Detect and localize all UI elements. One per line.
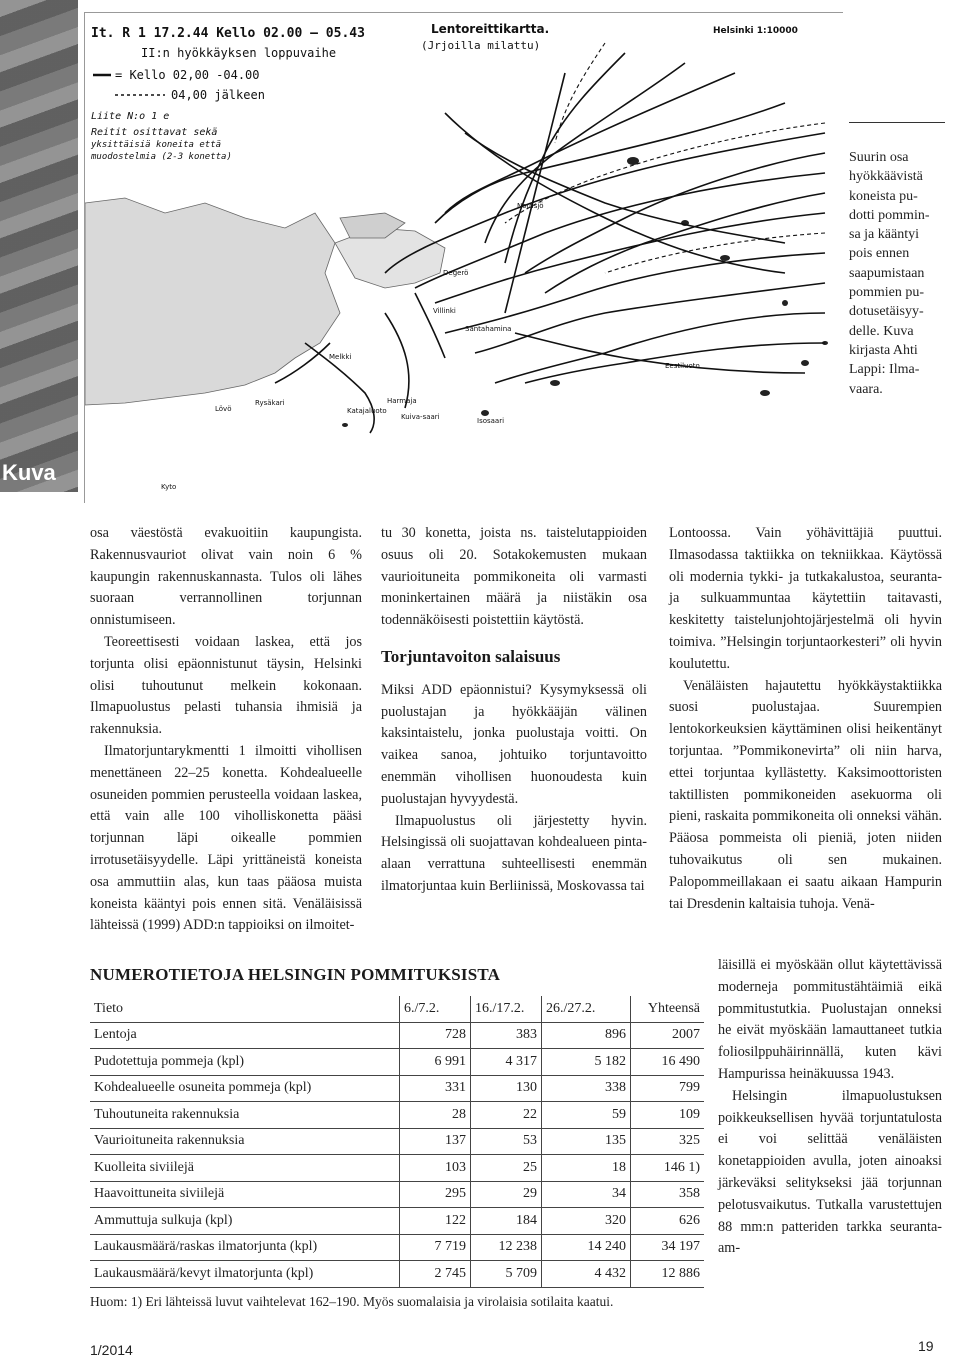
map-header-line3: = Kello 02,00 -04.00	[115, 68, 260, 82]
land-mainland	[85, 198, 340, 405]
table-cell: 137	[400, 1128, 471, 1155]
table-row	[90, 1049, 704, 1076]
table-cell: 6 991	[400, 1049, 471, 1076]
table-cell: 103	[400, 1155, 471, 1182]
place-harmaja: Harmaja	[387, 397, 417, 405]
table-title: NUMEROTIETOJA HELSINGIN POMMITUKSISTA	[90, 965, 501, 984]
table-cell: 29	[471, 1181, 542, 1208]
col3b-paragraph-1: läisillä ei myöskään ollut käytettävissä moderneja pommitustähtäimiä eikä pommitustutkia. Puolustajan onneksi he eivät myöskään lamauttaneet tutkia foliosilppuhäirinnällä, kuten kävi Hampurissa heinäkuussa 1943.	[718, 957, 942, 1082]
col3-paragraph-1: Lontoossa. Vain yöhävittäjiä puuttui. Ilmasodassa taktiikka on tekniikkaa. Käytössä oli modernia tykki- ja tutkakalustoa, seuranta- ja sulkuammuntaa käytettiin taitavasti, keskitetty taistelunjohtojärjestelmä oli hyvin toimiva. ”Helsingin torjuntaorkesteri” oli hyvin koulutettu.	[669, 525, 942, 672]
table-cell: 12 886	[631, 1261, 705, 1288]
table-cell: 59	[542, 1102, 631, 1129]
flight-route-map	[84, 12, 843, 503]
place-rysakari: Rysäkari	[255, 399, 285, 407]
table-row	[90, 1102, 704, 1129]
table-header-cell: 16./17.2.	[471, 996, 542, 1022]
article-column-1	[90, 523, 362, 937]
table-cell: 7 719	[400, 1234, 471, 1261]
table-row	[90, 1075, 704, 1102]
table-cell: 14 240	[542, 1234, 631, 1261]
table-header-cell: Tieto	[90, 996, 400, 1022]
map-title-line2: (Jrjoilla milattu)	[421, 39, 541, 52]
table-cell-label: Laukausmäärä/kevyt ilmatorjunta (kpl)	[90, 1261, 400, 1288]
table-row	[90, 1155, 704, 1182]
table-cell: 799	[631, 1075, 705, 1102]
table-row	[90, 1208, 704, 1235]
table-cell: 53	[471, 1128, 542, 1155]
col1-paragraph-2: Teoreettisesti voidaan laskea, että jos torjunta olisi epäonnistunut täysin, Helsinki olisi tuhoutunut melkein kokonaan. Ilmapuolustus pelasti tuhansia ihmisiä ja rakennuksia.	[90, 633, 362, 738]
table-cell: 25	[471, 1155, 542, 1182]
table-row	[90, 1261, 704, 1288]
table-cell: 16 490	[631, 1049, 705, 1076]
place-villinki: Villinki	[433, 307, 456, 315]
table-cell: 728	[400, 1022, 471, 1049]
photo-texture	[0, 0, 78, 492]
table-cell: 28	[400, 1102, 471, 1129]
table-cell: 18	[542, 1155, 631, 1182]
map-scale: Helsinki 1:10000	[713, 26, 798, 36]
table-cell: 122	[400, 1208, 471, 1235]
col3b-paragraph-2: Helsingin ilmapuolustuksen poikkeuksellisen hyvää torjuntatulosta ei voi selittää venäläisten konetappioiden avulla, joten ainoaksi järkeväksi selitykseksi jää torjunnan pelotusvaikutus. Tutkalla varustettujen 88 mm:n patteriden tarkka seuranta-am-	[718, 1087, 942, 1257]
table-cell: 22	[471, 1102, 542, 1129]
place-nordsjo: Nordsjö	[517, 202, 544, 210]
table-row	[90, 1128, 704, 1155]
table-cell: 34	[542, 1181, 631, 1208]
table-cell: 338	[542, 1075, 631, 1102]
section-subheading: Torjuntavoiton salaisuus	[381, 646, 561, 666]
map-legend-line2: Reitit osittavat sekä	[91, 127, 218, 138]
place-katajaluoto: Katajaluoto	[347, 407, 387, 415]
table-cell: 109	[631, 1102, 705, 1129]
table-footnote: Huom: 1) Eri lähteissä luvut vaihtelevat 162–190. Myös suomalaisia ja virolaisia sotilaita kaatui.	[90, 1294, 614, 1309]
table-cell: 320	[542, 1208, 631, 1235]
table-cell: 325	[631, 1128, 705, 1155]
place-melkki: Melkki	[329, 353, 352, 361]
place-kuivasaari: Kuiva-saari	[401, 413, 440, 421]
table-cell: 626	[631, 1208, 705, 1235]
place-isosaari: Isosaari	[477, 417, 505, 425]
place-eestiluoto: Eestiluoto	[665, 362, 700, 370]
article-column-3-continued	[718, 955, 942, 1260]
table-cell: 2007	[631, 1022, 705, 1049]
col1-paragraph-3: Ilmatorjuntarykmentti 1 ilmoitti vihollisen menettäneen 22–25 konetta. Kohdealueelle osuneiden pommien perusteella voidaan laskea, että vain alle 100 viholliskonetta pääsi torjunnan läpi oikealle pommien irrotusetäisyydelle. Läpi yrittäneistä koneista osa ammuttiin alas, kun taas pääosa muista koneista kääntyi pois ennen sitä. Venäläisissä lähteissä (1999) ADD:n tappioiksi on ilmoitet-	[90, 742, 362, 934]
map-title-line1: Lentoreittikartta.	[431, 22, 550, 36]
table-header-cell: Yhteensä	[631, 996, 705, 1022]
table-cell: 34 197	[631, 1234, 705, 1261]
table-header-row	[90, 996, 704, 1022]
table-cell-label: Laukausmäärä/raskas ilmatorjunta (kpl)	[90, 1234, 400, 1261]
page-number: 19	[918, 1338, 934, 1354]
table-cell: 130	[471, 1075, 542, 1102]
map-header-line1: It. R 1 17.2.44 Kello 02.00 – 05.43	[91, 26, 365, 41]
table-cell: 4 432	[542, 1261, 631, 1288]
col3-paragraph-2: Venäläisten hajautettu hyökkäystaktiikka suosi puolustajaa. Suurempien lentokorkeuksien käyttäminen olisi heikentänyt torjuntaa. ”Pommikonevirta” oli niin harva, ettei torjuntaa kyllästetty. Kaksimoottoristen taktillisten pommikoneiden asekuorma oli pieni, raskaita pommikoneita oli onneksi vähän. Pääosa pommeista oli pieniä, joten niiden tuhovaikutus oli sen mukainen. Palopommeillakaan ei saatu aikaan Hampurin tai Dresdenin kaltaisia tuhoja. Venä-	[669, 677, 942, 912]
col1-paragraph-1: osa väestöstä evakuoitiin kaupungista. Rakennusvauriot olivat vain noin 6 % kaupungin rakennuskannasta. Tulos oli lähes suoraan verrannollinen torjunnan onnistumiseen.	[90, 525, 362, 629]
caption-rule	[849, 122, 945, 123]
table-cell: 2 745	[400, 1261, 471, 1288]
map-header-line4: 04,00 jälkeen	[171, 88, 265, 102]
place-kyto: Kyto	[161, 483, 177, 491]
table-cell-label: Tuhoutuneita rakennuksia	[90, 1102, 400, 1129]
map-caption: Suurin osa hyökkäävistä koneista pu- dotti pommin- sa ja kääntyi pois ennen saapumistaan pommien pu- dotusetäisyy- delle. Kuva kirjasta Ahti Lappi: Ilma- vaara.	[849, 150, 930, 397]
table-cell: 358	[631, 1181, 705, 1208]
col2-paragraph-2: Miksi ADD epäonnistui? Kysymyksessä oli puolustajan ja hyökkääjän välinen kaksintaistelu, jonka puolustaja voitti. On vaikea sanoa, johtuiko torjuntavoitto enemmän vihollisen huonoudesta kuin puolustajan hyvyydestä.	[381, 681, 647, 807]
map-legend-line3: yksittäisiä koneita että	[91, 140, 222, 150]
map-legend-line1: Liite N:o 1 e	[91, 111, 170, 122]
table-cell-label: Vaurioituneita rakennuksia	[90, 1128, 400, 1155]
table-cell: 12 238	[471, 1234, 542, 1261]
map-legend-line4: muodostelmia (2-3 konetta)	[91, 152, 232, 162]
table-row	[90, 1234, 704, 1261]
table-header-cell: 26./27.2.	[542, 996, 631, 1022]
article-column-3	[669, 523, 942, 915]
table-cell-label: Ammuttuja sulkuja (kpl)	[90, 1208, 400, 1235]
table-cell-label: Kohdealueelle osuneita pommeja (kpl)	[90, 1075, 400, 1102]
table-cell: 896	[542, 1022, 631, 1049]
photo-label: Kuva	[2, 460, 56, 485]
col2-paragraph-3: Ilmapuolustus oli järjestetty hyvin. Helsingissä oli suojattavan kohdealueen pinta-alaan verrattuna suhteellisesti enemmän ilmatorjuntaa kuin Berliinissä, Moskovassa tai	[381, 812, 647, 894]
table-cell: 4 317	[471, 1049, 542, 1076]
table-cell-label: Kuolleita siviilejä	[90, 1155, 400, 1182]
table-header-cell: 6./7.2.	[400, 996, 471, 1022]
table-cell: 331	[400, 1075, 471, 1102]
map-drawing	[85, 13, 843, 503]
map-header-line2: II:n hyökkäyksen loppuvaihe	[141, 46, 337, 60]
issue-number: 1/2014	[90, 1342, 133, 1358]
col2-paragraph-1: tu 30 konetta, joista ns. taistelutappioiden osuus oli 20. Sotakokemusten mukaan vaurioituneita pommikoneita oli varmasti moninkertainen määrä ja niistäkin osa todennäköisesti poistettiin käytöstä.	[381, 525, 647, 629]
table-cell-label: Lentoja	[90, 1022, 400, 1049]
table-cell: 5 182	[542, 1049, 631, 1076]
cover-photo-strip	[0, 0, 78, 492]
table-cell: 135	[542, 1128, 631, 1155]
place-degero: Degerö	[443, 269, 469, 277]
table-cell: 5 709	[471, 1261, 542, 1288]
table-cell: 295	[400, 1181, 471, 1208]
table-cell: 383	[471, 1022, 542, 1049]
article-column-2	[381, 523, 647, 898]
table-cell: 184	[471, 1208, 542, 1235]
table-row	[90, 1022, 704, 1049]
statistics-table	[90, 996, 704, 1288]
table-cell-label: Pudotettuja pommeja (kpl)	[90, 1049, 400, 1076]
table-row	[90, 1181, 704, 1208]
place-lovo: Lövö	[215, 405, 232, 413]
place-santahamina: Santahamina	[465, 325, 512, 333]
table-cell: 146 1)	[631, 1155, 705, 1182]
table-cell-label: Haavoittuneita siviilejä	[90, 1181, 400, 1208]
